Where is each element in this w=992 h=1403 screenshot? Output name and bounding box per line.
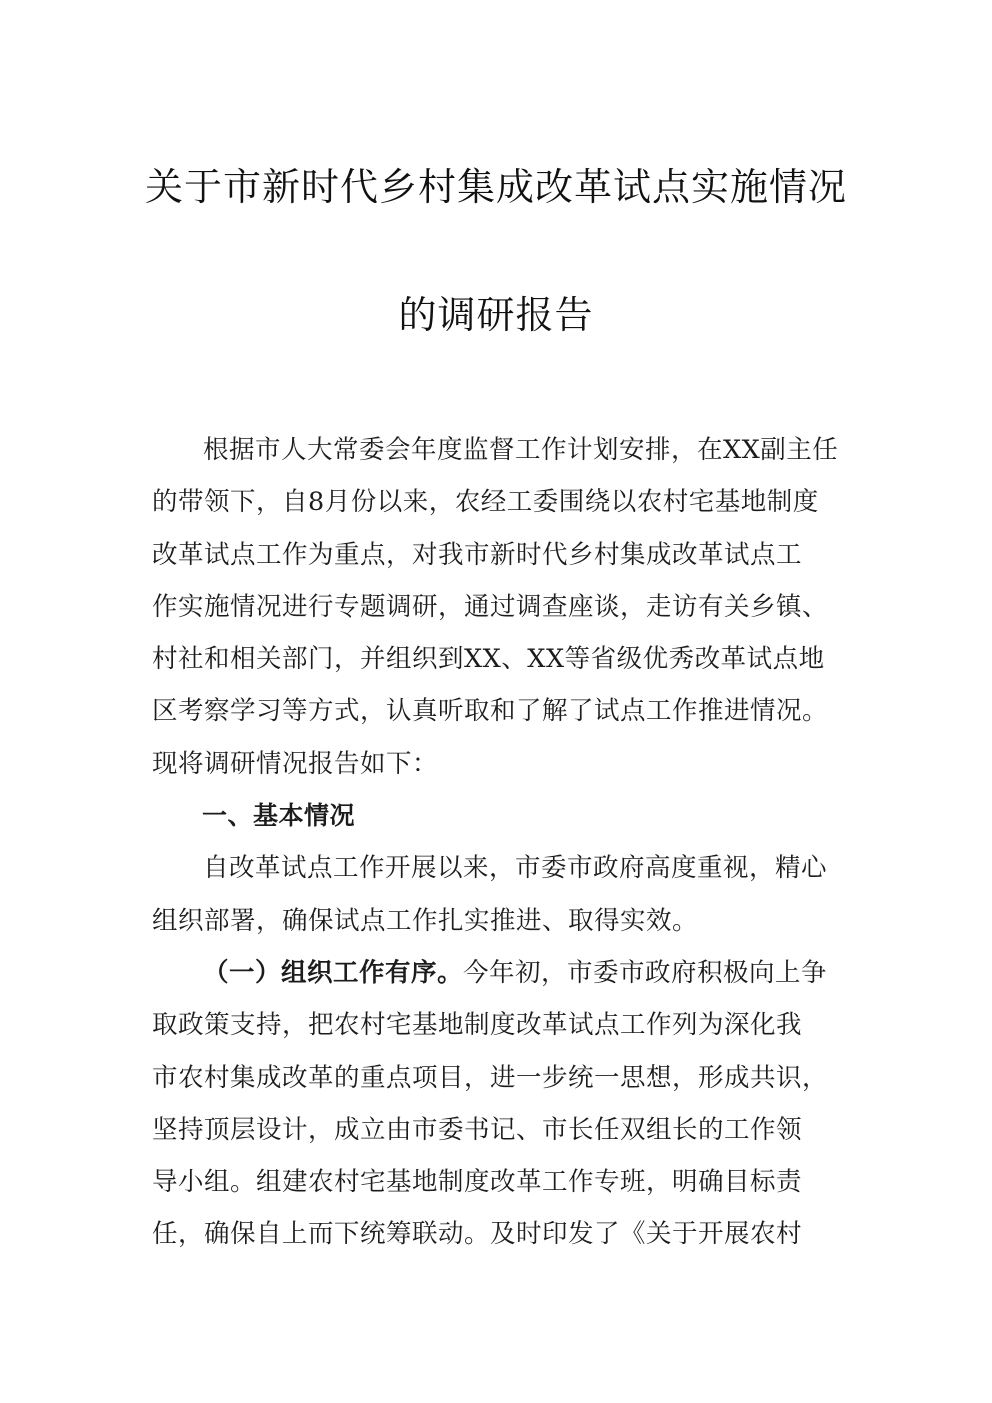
paragraph-line: 自改革试点工作开展以来，市委市政府高度重视，精心 (203, 853, 828, 884)
paragraph-line: 根据市人大常委会年度监督工作计划安排，在XX副主任 (203, 435, 839, 465)
basic-situation-paragraph (152, 842, 842, 947)
paragraph-line: 市农村集成改革的重点项目，进一步统一思想，形成共识， (152, 1062, 829, 1093)
paragraph-line (152, 947, 842, 999)
paragraph-line: 现将调研情况报告如下： (152, 748, 439, 779)
paragraph-line: 任，确保自上而下统筹联动。及时印发了《关于开展农村 (152, 1219, 803, 1250)
organization-paragraph (152, 947, 842, 1261)
paragraph-line-rest: 今年初，市委市政府积极向上争 (463, 957, 828, 988)
paragraph-line: 导小组。组建农村宅基地制度改革工作专班，明确目标责 (152, 1167, 803, 1198)
document-title-line-1: 关于市新时代乡村集成改革试点实施情况 (144, 165, 847, 209)
paragraph-line: 村社和相关部门，并组织到XX、XX等省级优秀改革试点地 (152, 644, 825, 675)
section-heading-basic-situation: 一、基本情况 (202, 801, 356, 831)
intro-paragraph (152, 424, 842, 790)
paragraph-line: 组织部署，确保试点工作扎实推进、取得实效。 (152, 905, 699, 936)
paragraph-line: 改革试点工作为重点，对我市新时代乡村集成改革试点工 (152, 539, 803, 570)
paragraph-line: 取政策支持，把农村宅基地制度改革试点工作列为深化我 (152, 1010, 803, 1041)
paragraph-line: 坚持顶层设计，成立由市委书记、市长任双组长的工作领 (152, 1114, 803, 1145)
paragraph-line: 作实施情况进行专题调研，通过调查座谈，走访有关乡镇、 (152, 591, 829, 622)
document-body (152, 424, 842, 1261)
paragraph-line: 的带领下，自8月份以来，农经工委围绕以农村宅基地制度 (152, 487, 819, 518)
paragraph-line: 区考察学习等方式，认真听取和了解了试点工作推进情况。 (152, 696, 829, 727)
subsection-lead-organization: （一）组织工作有序。 (203, 957, 464, 988)
document-title-line-2: 的调研报告 (398, 293, 594, 337)
